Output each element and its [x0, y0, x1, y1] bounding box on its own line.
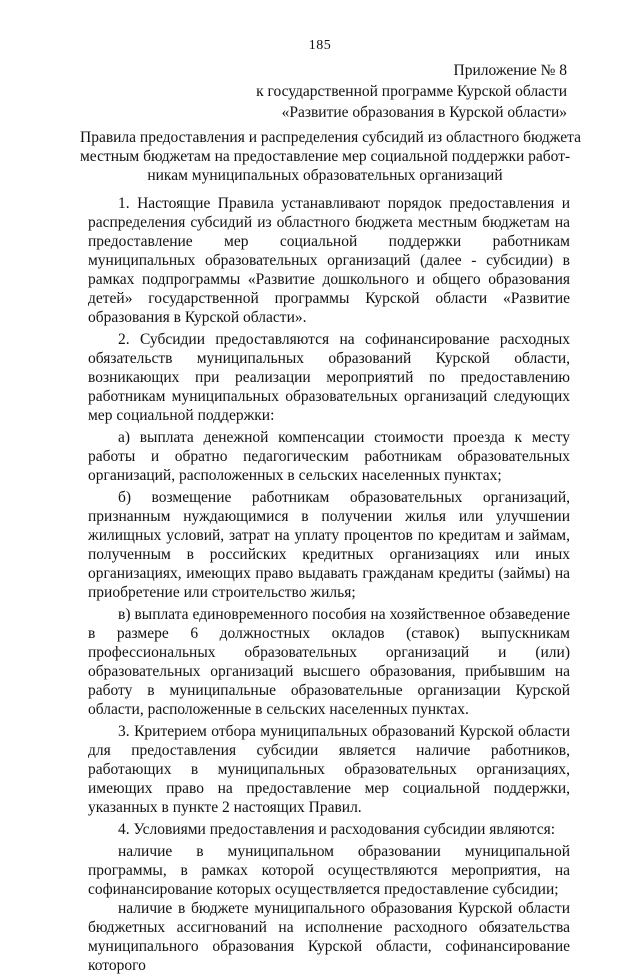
- page-number: 185: [308, 38, 332, 53]
- document-body: [88, 194, 570, 975]
- paragraph-2a: а) выплата денежной компенсации стоимости проезда к месту работы и обратно педагогическим работникам образовательных организаций, расположенных в сельских населенных пунктах;: [88, 429, 570, 484]
- paragraph-4-condition-1: наличие в муниципальном образовании муниципальной программы, в рамках которой осуществляются мероприятия, на софинансирование которых осуществляется предоставление субсидии;: [88, 843, 570, 898]
- appendix-header: [256, 60, 567, 123]
- paragraph-2c: в) выплата единовременного пособия на хозяйственное обзаведение в размере 6 должностных окладов (ставок) выпускникам профессиональных образовательных организаций и (или) образовательных организаций высшего образования, прибывшим на работу в муниципальные образовательные организации Курской области, расположенные в сельских населенных пунктах.: [88, 606, 570, 718]
- document-title: [80, 128, 581, 185]
- title-line-2: местным бюджетам на предоставление мер социальной поддержки работ-: [80, 148, 571, 165]
- appendix-number: Приложение № 8: [453, 62, 567, 79]
- paragraph-3: 3. Критерием отбора муниципальных образований Курской области для предоставления субсидии является наличие работников, работающих в муниципальных образовательных организациях, имеющих право на предоставление мер социальной поддержки, указанных в пункте 2 настоящих Правил.: [88, 723, 570, 816]
- title-line-1: Правила предоставления и распределения субсидий из областного бюджета: [80, 129, 581, 146]
- paragraph-1: 1. Настоящие Правила устанавливают порядок предоставления и распределения субсидий из областного бюджета местным бюджетам на предоставление мер социальной поддержки работникам муниципальных образовательных организаций (далее - субсидии) в рамках подпрограммы «Развитие дошкольного и общего образования детей» государственной программы Курской области «Развитие образования в Курской области».: [88, 195, 570, 326]
- paragraph-2b: б) возмещение работникам образовательных организаций, признанным нуждающимися в получении жилья или улучшении жилищных условий, затрат на уплату процентов по кредитам и займам, полученным в российских кредитных организациях или иных организациях, имеющих право выдавать гражданам кредиты (займы) на приобретение или строительство жилья;: [88, 489, 570, 601]
- paragraph-4-condition-2: наличие в бюджете муниципального образования Курской области бюджетных ассигнований на исполнение расходного обязательства муниципального образования Курской области, софинансирование которого: [88, 900, 570, 974]
- title-line-3: никам муниципальных образовательных организаций: [147, 167, 503, 184]
- paragraph-4: 4. Условиями предоставления и расходования субсидии являются:: [118, 821, 556, 838]
- appendix-program: к государственной программе Курской области: [256, 83, 567, 100]
- appendix-program-name: «Развитие образования в Курской области»: [281, 104, 567, 121]
- paragraph-2: 2. Субсидии предоставляются на софинансирование расходных обязательств муниципальных образований Курской области, возникающих при реализации мероприятий по предоставлению работникам муниципальных образовательных организаций следующих мер социальной поддержки:: [88, 331, 570, 424]
